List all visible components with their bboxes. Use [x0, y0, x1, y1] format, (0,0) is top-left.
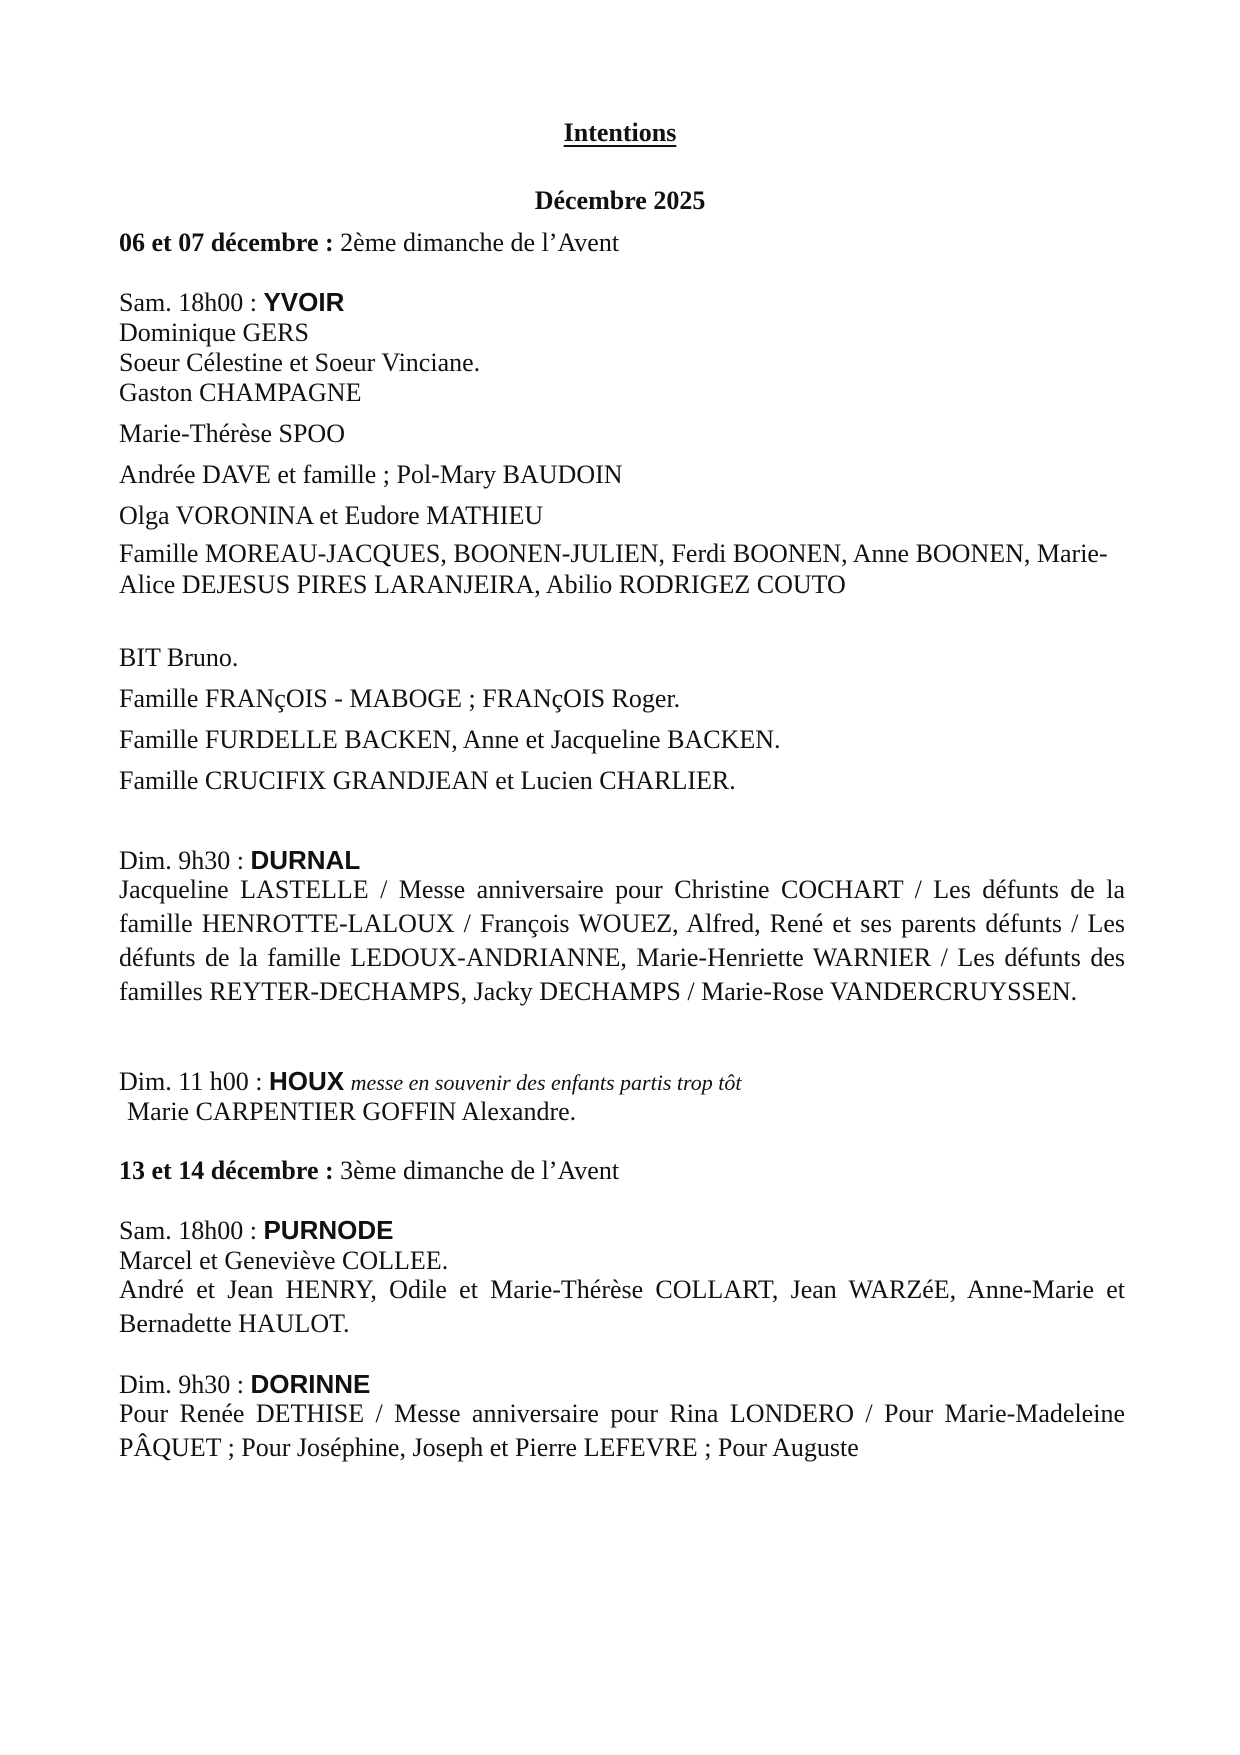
mass-note: messe en souvenir des enfants partis trop tôt — [350, 1070, 742, 1095]
intention-paragraph: André et Jean HENRY, Odile et Marie-Thérèse COLLART, Jean WARZéE, Anne-Marie et Bernadette HAULOT. — [119, 1275, 1125, 1338]
intention-line: Famille FRANçOIS - MABOGE ; FRANçOIS Roger. — [119, 684, 681, 713]
mass-place: HOUX — [268, 1066, 345, 1096]
mass-time: Dim. 9h30 : — [119, 1370, 251, 1399]
mass-place: DURNAL — [250, 845, 361, 875]
weekend-dates: 13 et 14 décembre : — [119, 1156, 334, 1185]
intention-paragraph: Pour Renée DETHISE / Messe anniversaire pour Rina LONDERO / Pour Marie-Madeleine PÂQUET ; Pour Joséphine, Joseph et Pierre LEFEVRE ; Pour Auguste — [119, 1399, 1125, 1462]
intention-paragraph: Jacqueline LASTELLE / Messe anniversaire pour Christine COCHART / Les défunts de la famille HENROTTE-LALOUX / François WOUEZ, Alfred, René et ses parents défunts / Les défunts de la famille LEDOUX-ANDRIANNE, Marie-Henriette WARNIER / Les défunts des familles REYTER-DECHAMPS, Jacky DECHAMPS / Marie-Rose VANDERCRUYSSEN. — [119, 875, 1125, 1006]
mass-time: Sam. 18h00 : — [119, 288, 264, 317]
weekend-heading — [119, 1156, 619, 1186]
intention-paragraph: Famille MOREAU-JACQUES, BOONEN-JULIEN, Ferdi BOONEN, Anne BOONEN, Marie-Alice DEJESUS PIRES LARANJEIRA, Abilio RODRIGEZ COUTO — [119, 539, 1108, 599]
mass-time: Dim. 11 h00 : — [119, 1067, 269, 1096]
intention-line: BIT Bruno. — [119, 643, 239, 672]
mass-heading — [119, 1215, 393, 1246]
weekend-dates: 06 et 07 décembre : — [119, 228, 334, 257]
mass-heading — [119, 1369, 370, 1400]
mass-place: PURNODE — [263, 1215, 394, 1245]
mass-heading — [119, 845, 360, 876]
weekend-occasion: 3ème dimanche de l’Avent — [333, 1156, 620, 1185]
intention-line: Famille CRUCIFIX GRANDJEAN et Lucien CHARLIER. — [119, 766, 736, 795]
intention-line: Gaston CHAMPAGNE — [119, 378, 362, 407]
intention-line: Soeur Célestine et Soeur Vinciane. — [119, 348, 481, 377]
mass-time: Dim. 9h30 : — [119, 846, 251, 875]
intention-line: Dominique GERS — [119, 318, 309, 347]
weekend-occasion: 2ème dimanche de l’Avent — [333, 228, 620, 257]
mass-time: Sam. 18h00 : — [119, 1216, 264, 1245]
month-heading: Décembre 2025 — [534, 186, 706, 215]
intention-line: Andrée DAVE et famille ; Pol-Mary BAUDOIN — [119, 460, 623, 489]
mass-place: DORINNE — [250, 1369, 371, 1399]
intention-line: Famille FURDELLE BACKEN, Anne et Jacqueline BACKEN. — [119, 725, 781, 754]
page-title: Intentions — [563, 118, 677, 147]
intention-line: Olga VORONINA et Eudore MATHIEU — [119, 501, 544, 530]
intention-line: Marie CARPENTIER GOFFIN Alexandre. — [127, 1097, 577, 1126]
intention-line: Marie-Thérèse SPOO — [119, 419, 345, 448]
intention-line: Marcel et Geneviève COLLEE. — [119, 1246, 449, 1275]
mass-heading — [119, 287, 344, 318]
mass-heading — [119, 1066, 742, 1098]
mass-place: YVOIR — [263, 287, 345, 317]
weekend-heading — [119, 228, 619, 258]
